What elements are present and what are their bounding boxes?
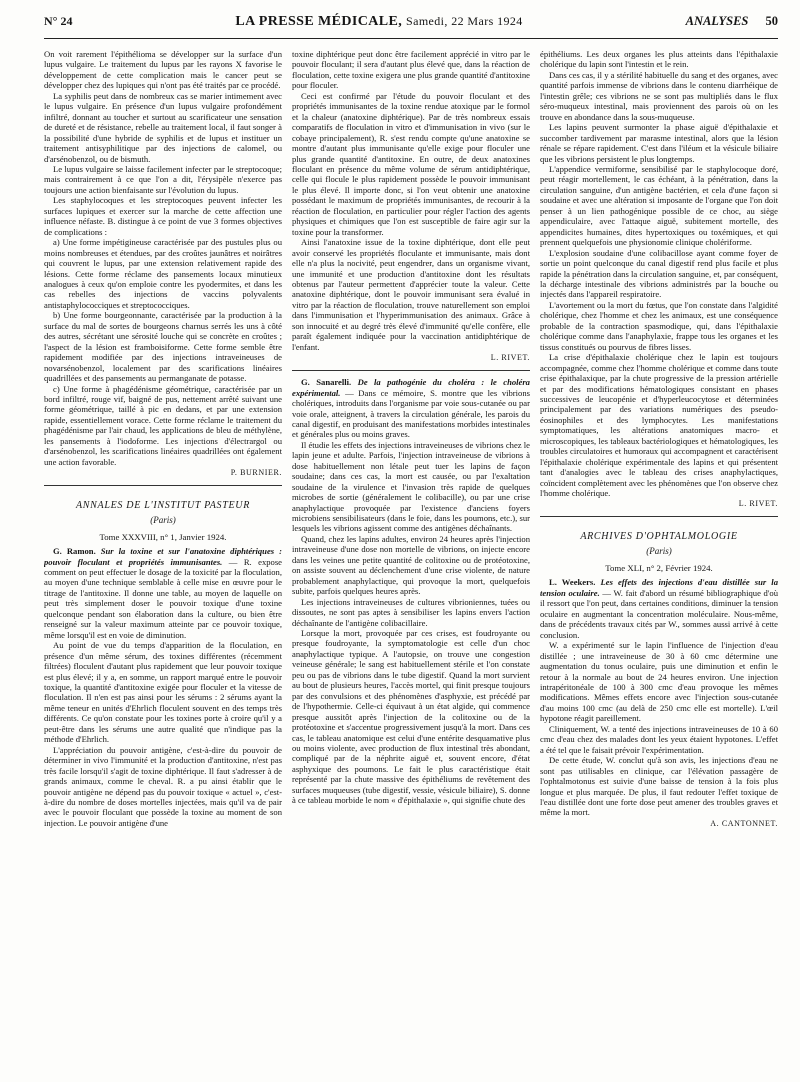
article-intro: — Dans ce mémoire, S. montre que les vibrions cholériques, introduits dans l'organisme par voie sous-cutanée ou par voie orale, atteignent, à travers la circulation générale, les parois du canal digestif, en produisant des manifestations morbides intestinales et générales plus ou moins graves. [292,387,530,440]
issue-number: N° 24 [44,14,73,28]
article-heading [540,577,778,640]
paragraph: épithéliums. Les deux organes les plus atteints dans l'épithalaxie cholérique du lapin sont l'intestin et le rein. [540,49,778,70]
paragraph: La crise d'épithalaxie cholérique chez le lapin est toujours accompagnée, comme chez l'homme cholérique et comme dans toute crise épithalaxique, par la chute progressive de la pression artérielle et par des modifications hématologiques consistant en phases successives de leucopénie et d'hyperleucocytose et déterminées principalement par des variations numériques des pseudo-éosinophiles et des lymphocytes. Les manifestations symptomatiques, les altérations anatomiques macro- et microscopiques, les tableaux bactériologiques et hématologiques, les troubles circulatoires et humoraux qui accompagnent et caractérisent l'épithalaxie cholérique expérimentale des lapins et qui présentent tant d'analogies avec le tableau des crises anaphylactiques, coïncident complètement avec les phénomènes que l'on observe chez l'homme cholérique. [540,352,778,499]
section-divider [44,485,282,486]
article-title: Les effets des injections d'eau distillée sur la tension oculaire. [540,577,778,598]
paragraph: a) Une forme impétigineuse caractérisée par des pustules plus ou moins nombreuses et étendues, par des croûtes jaunâtres et noirâtres qui couvrent le lupus, par une extension relativement rapide des lésions. Cette forme réclame des pansements locaux minutieux analogues à ceux qu'on emploie contre les pyodermites, et dans les cas rebelles des injections de vaccins polyvalents antistaphylococciques et streptococciques. [44,237,282,310]
paragraph: Cliniquement, W. a tenté des injections intraveineuses de 10 à 60 cmc d'eau chez des malades dont les yeux étaient hypotones. L'effet a été tel que le faisait prévoir l'expérimentation. [540,723,778,755]
paragraph: Au point de vue du temps d'apparition de la floculation, en présence d'un même sérum, des toxines différentes (récemment filtrées) floculent d'autant plus rapidement que leur pouvoir toxique est plus élevé; il y a, en somme, un rapport marqué entre le pouvoir toxique, la quantité d'antitoxine exigée pour floculer et la vitesse de floculation. Il n'en est pas ainsi pour les sérums : 2 sérums ayant la même teneur en unités d'Ehrlich floculent souvent en des temps très différents. Ce qu'on constate pour les toxines porte à croire qu'il y a peut-être dans les sérums une autre qualité que n'indique pas la méthode d'Ehrlich. [44,640,282,745]
column-1 [44,49,282,1084]
review-signature: A. CANTONNET. [710,818,778,828]
journal-section-place: (Paris) [150,515,176,526]
paragraph: Il étudie les effets des injections intraveineuses de vibrions chez le lapin jeune et adulte. Parfois, l'injection intraveineuse de vibrions à dose habituellement non létale peut tuer les lapins de façon soudaine; dans ces cas, la mort est causée, ou par l'exaltation soudaine de la virulence et l'invasion très rapide de quelques microbes de sortie (généralement le colibacille), ou par une crise anaphylactique provoquée par l'existence d'anciens foyers microbiens sensibilisateurs (dans le foie, dans les poumons, etc.), sur lesquels les vibrions agissent comme des antigènes déchaînants. [292,439,530,534]
review-signature: L. RIVET. [490,353,530,363]
paragraph: L'appendice vermiforme, sensibilisé par le staphylocoque doré, peut réagir mortellement, le cas échéant, à la pénétration, dans la circulation sanguine, d'un antigène bactérien, et cela d'une façon si soudaine et avec une altération si imposante de l'organe que l'on doit penser à un lien pathogénique possible de ce choc, au siège appendiculaire, avec l'attaque aiguë, subitement mortelle, des appendicites humaines, dites hypertoxiques ou toxémiques, et qui prennent quelquefois une physionomie clinique cholériforme. [540,163,778,248]
paragraph: Ainsi l'anatoxine issue de la toxine diphtérique, dont elle peut avoir conservé les propriétés floculante et immunisante, mais dont elle n'a plus la nocivité, peut engendrer, dans un organisme vivant, une immunité et une production d'antitoxine dont les résultats obtenus par l'auteur permettent d'apprécier toute la valeur. Cette anatoxine diphtérique, dont le pouvoir immunisant sera évalué in vitro par la réaction de floculation, trouve naturellement son emploi dans l'immunisation et l'hyperimmunisation des animaux. Grâce à son innocuité et au degré très élevé d'immunité qu'elle confère, elle paraît également indiquée pour la vaccination antidiphtérique de l'enfant. [292,237,530,352]
paragraph: W. a expérimenté sur le lapin l'influence de l'injection d'eau distillée ; une intraveineuse de 30 à 60 cmc détermine une augmentation du tonus oculaire, puis une diminution et enfin le retour à la normale au bout de 24 heures environ. Une injection intrapéritonéale de 100 à 300 cmc d'eau provoque les mêmes modifications. Mêmes effets encore avec l'injection sous-cutanée d'au moins 100 cmc (au delà de 250 cmc elle est mortelle). L'œil hypotone réagit pareillement. [540,640,778,724]
article-intro: — W. fait d'abord un résumé bibliographique d'où il ressort que l'on peut, dans certaines conditions, diminuer la tension oculaire en augmentant la concentration moléculaire. Nous-même, dans de précédents travaux cités par W., sommes aussi arrivé à cette conclusion. [540,587,778,640]
paragraph: Dans ces cas, il y a stérilité habituelle du sang et des organes, avec quantité parfois immense de vibrions dans le contenu diarrhéique de l'intestin grêle; ces vibrions ne se sont pas multipliés dans le flux séro-muqueux intestinal, mais proviennent des parois où on les trouve en abondance dans la sous-muqueuse. [540,69,778,122]
article-title: De la pathogénie du choléra : le choléra expérimental. [292,377,530,398]
paragraph: Lorsque la mort, provoquée par ces crises, est foudroyante ou presque foudroyante, la symptomatologie est celle d'un choc anaphylactique typique. A l'autopsie, on trouve une congestion veineuse générale; le sang est habituellement stérile et l'on constate peu ou pas de vibrions dans le tube digestif. Quand la mort survient au bout de plusieurs heures, l'accès mortel, qui finit presque toujours par des convulsions et des phénomènes d'asphyxie, est précédé par de l'hypothermie. Celle-ci équivaut à un état algide, qui commence presque aussitôt après l'injection de la colitoxine ou de la protéotoxine et s'accentue progressivement jusqu'à la mort. Dans ces cas, le tableau anatomique est celui d'une entérite desquamative plus ou moins violente, avec production de flux intestinal très abondant, compliqué par de la néphrite aiguë et, souvent encore, d'état asphyxique des poumons. Le fait le plus caractéristique était représenté par la chute massive des épithéliums de revêtement des surfaces muqueuses (tube digestif, vessie, vésicule biliaire), S. donne à ce tableau morbide le nom « d'épithalaxie », qui signifie chute des [292,628,530,806]
paragraph: L'appréciation du pouvoir antigène, c'est-à-dire du pouvoir de déterminer in vivo l'immunité et la production d'antitoxine, n'est pas très facile lorsqu'il s'agit de toxine diphtérique. Il faut s'adresser à de grands animaux, comme le cheval. R. a pu ainsi établir que le pouvoir antigène ne dépend pas du pouvoir toxique « actuel », c'est-à-dire du nombre de doses mortelles injectées, mais qu'il va de pair avec le pouvoir floculant que possède la toxine au moment de son injection. Le pouvoir antigène d'une [44,744,282,828]
page-number: 50 [765,14,778,28]
paragraph: Le lupus vulgaire se laisse facilement infecter par le streptocoque; mais contrairement à ce que l'on a dit, l'érysipèle n'exerce pas toujours une action bienfaisante sur l'évolution du lupus. [44,163,282,195]
journal-title-line [235,14,522,30]
issue-date: Samedi, 22 Mars 1924 [406,14,523,28]
article-intro: — R. expose comment on peut effectuer le dosage de la toxicité par la floculation, au moyen d'une technique semblable à celle mise en œuvre pour le titrage de l'antitoxine. Il donne une table, au moyen de laquelle on peut très simplement doser le pouvoir toxique d'une toxine quelconque pendant son élaboration dans la culture, ou bien être renseigné sur la valeur maximum atteinte par ce pouvoir toxique, même lorsqu'il est en voie de diminution. [44,556,282,640]
article-author: G. Sanarelli. [301,377,352,388]
journal-section-title: ANNALES DE L'INSTITUT PASTEUR [75,500,251,512]
paragraph: b) Une forme bourgeonnante, caractérisée par la production à la surface du mal de sortes de bourgeons charnus serrés les uns à côté des autres, sécrétant une sérosité louche qui se concrète en croûtes ; l'aspect de la lésion est framboisiforme. Cette forme semble être rapidement modifiée par des injections intraveineuses de novarsénobenzol, localement par des scarifications linéaires quadrillées et des pansements au permanganate de potasse. [44,310,282,384]
paragraph: L'explosion soudaine d'une colibacillose ayant comme foyer de sortie un point quelconque du canal digestif rend plus facile et plus rapide la pénétration dans la circulation sanguine, et, par conséquent, la décharge intestinale des vibrions administrés par la bouche ou injectés dans l'appareil respiratoire. [540,247,778,300]
paragraph: c) Une forme à phagédénisme géométrique, caractérisée par un bord infiltré, rouge vif, baigné de pus, nettement arrêté suivant une forme géométrique, taillé à pic en dedans, et par une extension rapide, essentiellement vorace. Cette forme réclame le traitement du phagédénisme par l'air chaud, les applications de bleu de méthylène, les pansements à l'iodoforme. Les injections d'électrargol ou d'arsénobenzol, les scarifications linéaires quadrillées ont également une action favorable. [44,383,282,467]
section-and-page [686,14,778,29]
article-author: L. Weekers. [549,577,596,588]
paragraph: On voit rarement l'épithélioma se développer sur la surface d'un lupus vulgaire. Le traitement du lupus par les rayons X favorise le développement de cette complication mais le cancer peut se développer chez des lupiques qui n'ont pas été traités par ce procédé. [44,49,282,91]
article-heading [292,377,530,440]
section-name: ANALYSES [685,14,749,28]
paragraph: Ceci est confirmé par l'étude du pouvoir floculant et des propriétés immunisantes de la toxine rendue atoxique par le formol et la chaleur (anatoxine diphtérique). Par de très nombreux essais comparatifs de floculation in vitro et d'immunisation in vivo (sur le cobaye principalement), R. s'est rendu compte qu'une anatoxine se montre d'autant plus immunisante qu'elle exige pour floculer une plus grande quantité d'antitoxine. En outre, de deux anatoxines floculant en présence du même volume de sérum antidiphtérique, celle qui flocule le plus rapidement possède le pouvoir immunisant le plus élevé. Il importe donc, si l'on veut obtenir une anatoxine possédant le maximum de propriétés immunisantes, de recourir à la réaction de floculation, en particulier pour régler l'action des agents physiques et chimiques que l'on est susceptible de faire agir sur la toxine pour la transformer. [292,90,530,237]
journal-section-issue: Tome XXXVIII, n° 1, Janvier 1924. [99,532,227,543]
section-divider [540,516,778,517]
review-signature: L. RIVET. [738,499,778,509]
section-divider [292,370,530,371]
journal-section-title: ARCHIVES D'OPHTALMOLOGIE [580,531,738,543]
journal-name: LA PRESSE MÉDICALE, [235,14,403,29]
running-head [44,14,778,39]
review-signature: P. BURNIER. [230,468,282,478]
paragraph: La syphilis peut dans de nombreux cas se marier intimement avec le lupus vulgaire. En présence d'un lupus vulgaire profondément infiltré, donnant au toucher et surtout au scarificateur une sensation de dureté et de résistance, rebelle au traitement local, il faut songer à la possibilité d'une hybride de syphilis et de lupus et instituer un traitement antisyphilitique par des injections de calomel, ou d'arsénobenzol, ou de bismuth. [44,90,282,164]
article-title: Sur la toxine et sur l'anatoxine diphtériques : pouvoir floculant et propriétés immunisantes. [44,546,282,567]
text-columns [44,49,778,1084]
column-2 [292,49,530,1084]
paragraph: Quand, chez les lapins adultes, environ 24 heures après l'injection intraveineuse d'une dose non mortelle de vibrions, on injecte encore dans les veines une petite quantité de colitoxine ou de protéotoxine, on assiste souvent au déclenchement d'une crise violente, de nature probablement anaphylactique, qui provoque la mort, quelquefois subite, parfois quelques heures après. [292,533,530,597]
paragraph: Les injections intraveineuses de cultures vibrioniennes, tuées ou dissoutes, ne sont pas aptes à sensibiliser les lapins envers l'action déchaînante de l'antigène colibacillaire. [292,596,530,628]
journal-section-place: (Paris) [646,546,672,557]
paragraph: toxine diphtérique peut donc être facilement apprécié in vitro par le pouvoir floculant; il sera d'autant plus élevé que, dans la réaction de floculation, cette toxine exigera une plus grande quantité d'antitoxine pour floculer. [292,49,530,91]
article-author: G. Ramon. [53,546,96,557]
journal-section-issue: Tome XLI, n° 2, Février 1924. [605,563,713,574]
paragraph: L'avortement ou la mort du fœtus, que l'on constate dans l'algidité cholérique, chez l'homme et chez les animaux, est une conséquence probable de la contraction spasmodique, qui, dans l'épithalaxie cholérique comme dans l'anaphylaxie, frappe tous les organes et les tissus constitués ou pourvus de fibres lisses. [540,299,778,352]
paragraph: De cette étude, W. conclut qu'à son avis, les injections d'eau ne sont pas utilisables en clinique, car l'élévation passagère de l'ophtalmotonus est suivie d'une baisse de tension à la fois plus longue et plus marquée. De plus, il faut redouter l'effet toxique de l'eau distillée dont une forte dose peut amener des troubles graves et même la mort. [540,755,778,818]
article-heading [44,546,282,640]
paragraph: Les lapins peuvent surmonter la phase aiguë d'épithalaxie et succomber tardivement par marasme intestinal, alors que la lésion rénale se répare rapidement. C'est dans l'iléum et la vésicule biliaire que les vibrions persistent le plus longtemps. [540,122,778,164]
paragraph: Les staphylocoques et les streptocoques peuvent infecter les surfaces lupiques et exercer sur la marche de cette affection une influence néfaste. B. distingue à ce point de vue 3 formes objectives de complications : [44,195,282,237]
column-3 [540,49,778,1084]
